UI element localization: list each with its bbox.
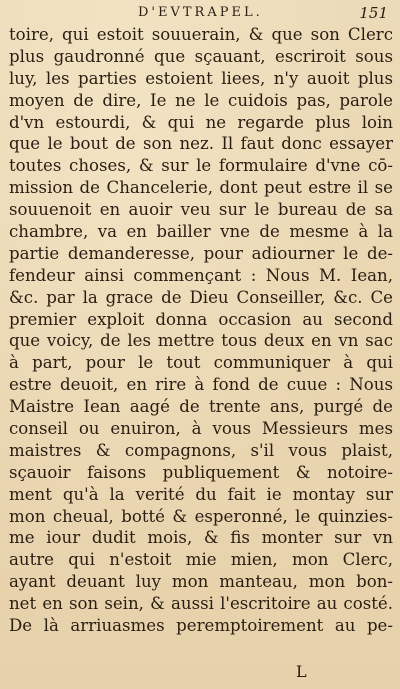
text-line: maistres & compagnons, s'il vous plaist, xyxy=(9,440,393,460)
text-line: toire, qui estoit souuerain, & que son Clerc xyxy=(9,25,393,44)
text-line: me iour dudit mois, & fis monter sur vn xyxy=(9,528,393,548)
text-line: ment qu'à la verité du fait ie montay sur xyxy=(9,484,393,504)
text-line: Maistre Iean aagé de trente ans, purgé de xyxy=(9,397,393,417)
text-line: net en son sein, & aussi l'escritoire au costé. xyxy=(9,594,393,614)
text-line: partie demanderesse, pour adiourner le de- xyxy=(9,243,393,263)
text-line: plus gaudronné que sçauant, escriroit sous xyxy=(9,46,393,66)
text-line: chambre, va en bailler vne de mesme à la xyxy=(9,222,393,242)
text-line: d'vn estourdi, & qui ne regarde plus loin xyxy=(9,112,393,132)
body-text xyxy=(9,24,393,637)
text-line: conseil ou enuiron, à vous Messieurs mes xyxy=(9,419,393,439)
text-line: moyen de dire, Ie ne le cuidois pas, parole xyxy=(9,90,393,110)
text-line: toutes choses, & sur le formulaire d'vne cō- xyxy=(9,156,393,176)
text-line: souuenoit en auoir veu sur le bureau de sa xyxy=(9,200,393,220)
text-line: luy, les parties estoient liees, n'y auoit plus xyxy=(9,68,393,88)
text-line: à part, pour le tout communiquer à qui xyxy=(9,353,393,373)
running-title: D'EVTRAPEL. xyxy=(138,5,263,20)
running-head xyxy=(0,2,400,24)
text-line: premier exploit donna occasion au second xyxy=(9,309,393,329)
page-number: 151 xyxy=(359,4,388,22)
text-line: que le bout de son nez. Il faut donc essayer xyxy=(9,134,393,154)
text-line: &c. par la grace de Dieu Conseiller, &c. Ce xyxy=(9,287,393,307)
signature-mark: L xyxy=(296,662,307,681)
text-line: mon cheual, botté & esperonné, le quinzies- xyxy=(9,506,393,526)
text-line: sçauoir faisons publiquement & notoire- xyxy=(9,462,393,482)
text-line: mission de Chancelerie, dont peut estre il se xyxy=(9,178,393,198)
text-line: fendeur ainsi commençant : Nous M. Iean, xyxy=(9,265,393,285)
text-line: que voicy, de les mettre tous deux en vn sac xyxy=(9,331,393,351)
text-line: De là arriuasmes peremptoirement au pe- xyxy=(9,616,393,636)
text-line: estre deuoit, en rire à fond de cuue : Nous xyxy=(9,375,393,395)
text-line: autre qui n'estoit mie mien, mon Clerc, xyxy=(9,550,393,570)
text-line: ayant deuant luy mon manteau, mon bon- xyxy=(9,572,393,592)
